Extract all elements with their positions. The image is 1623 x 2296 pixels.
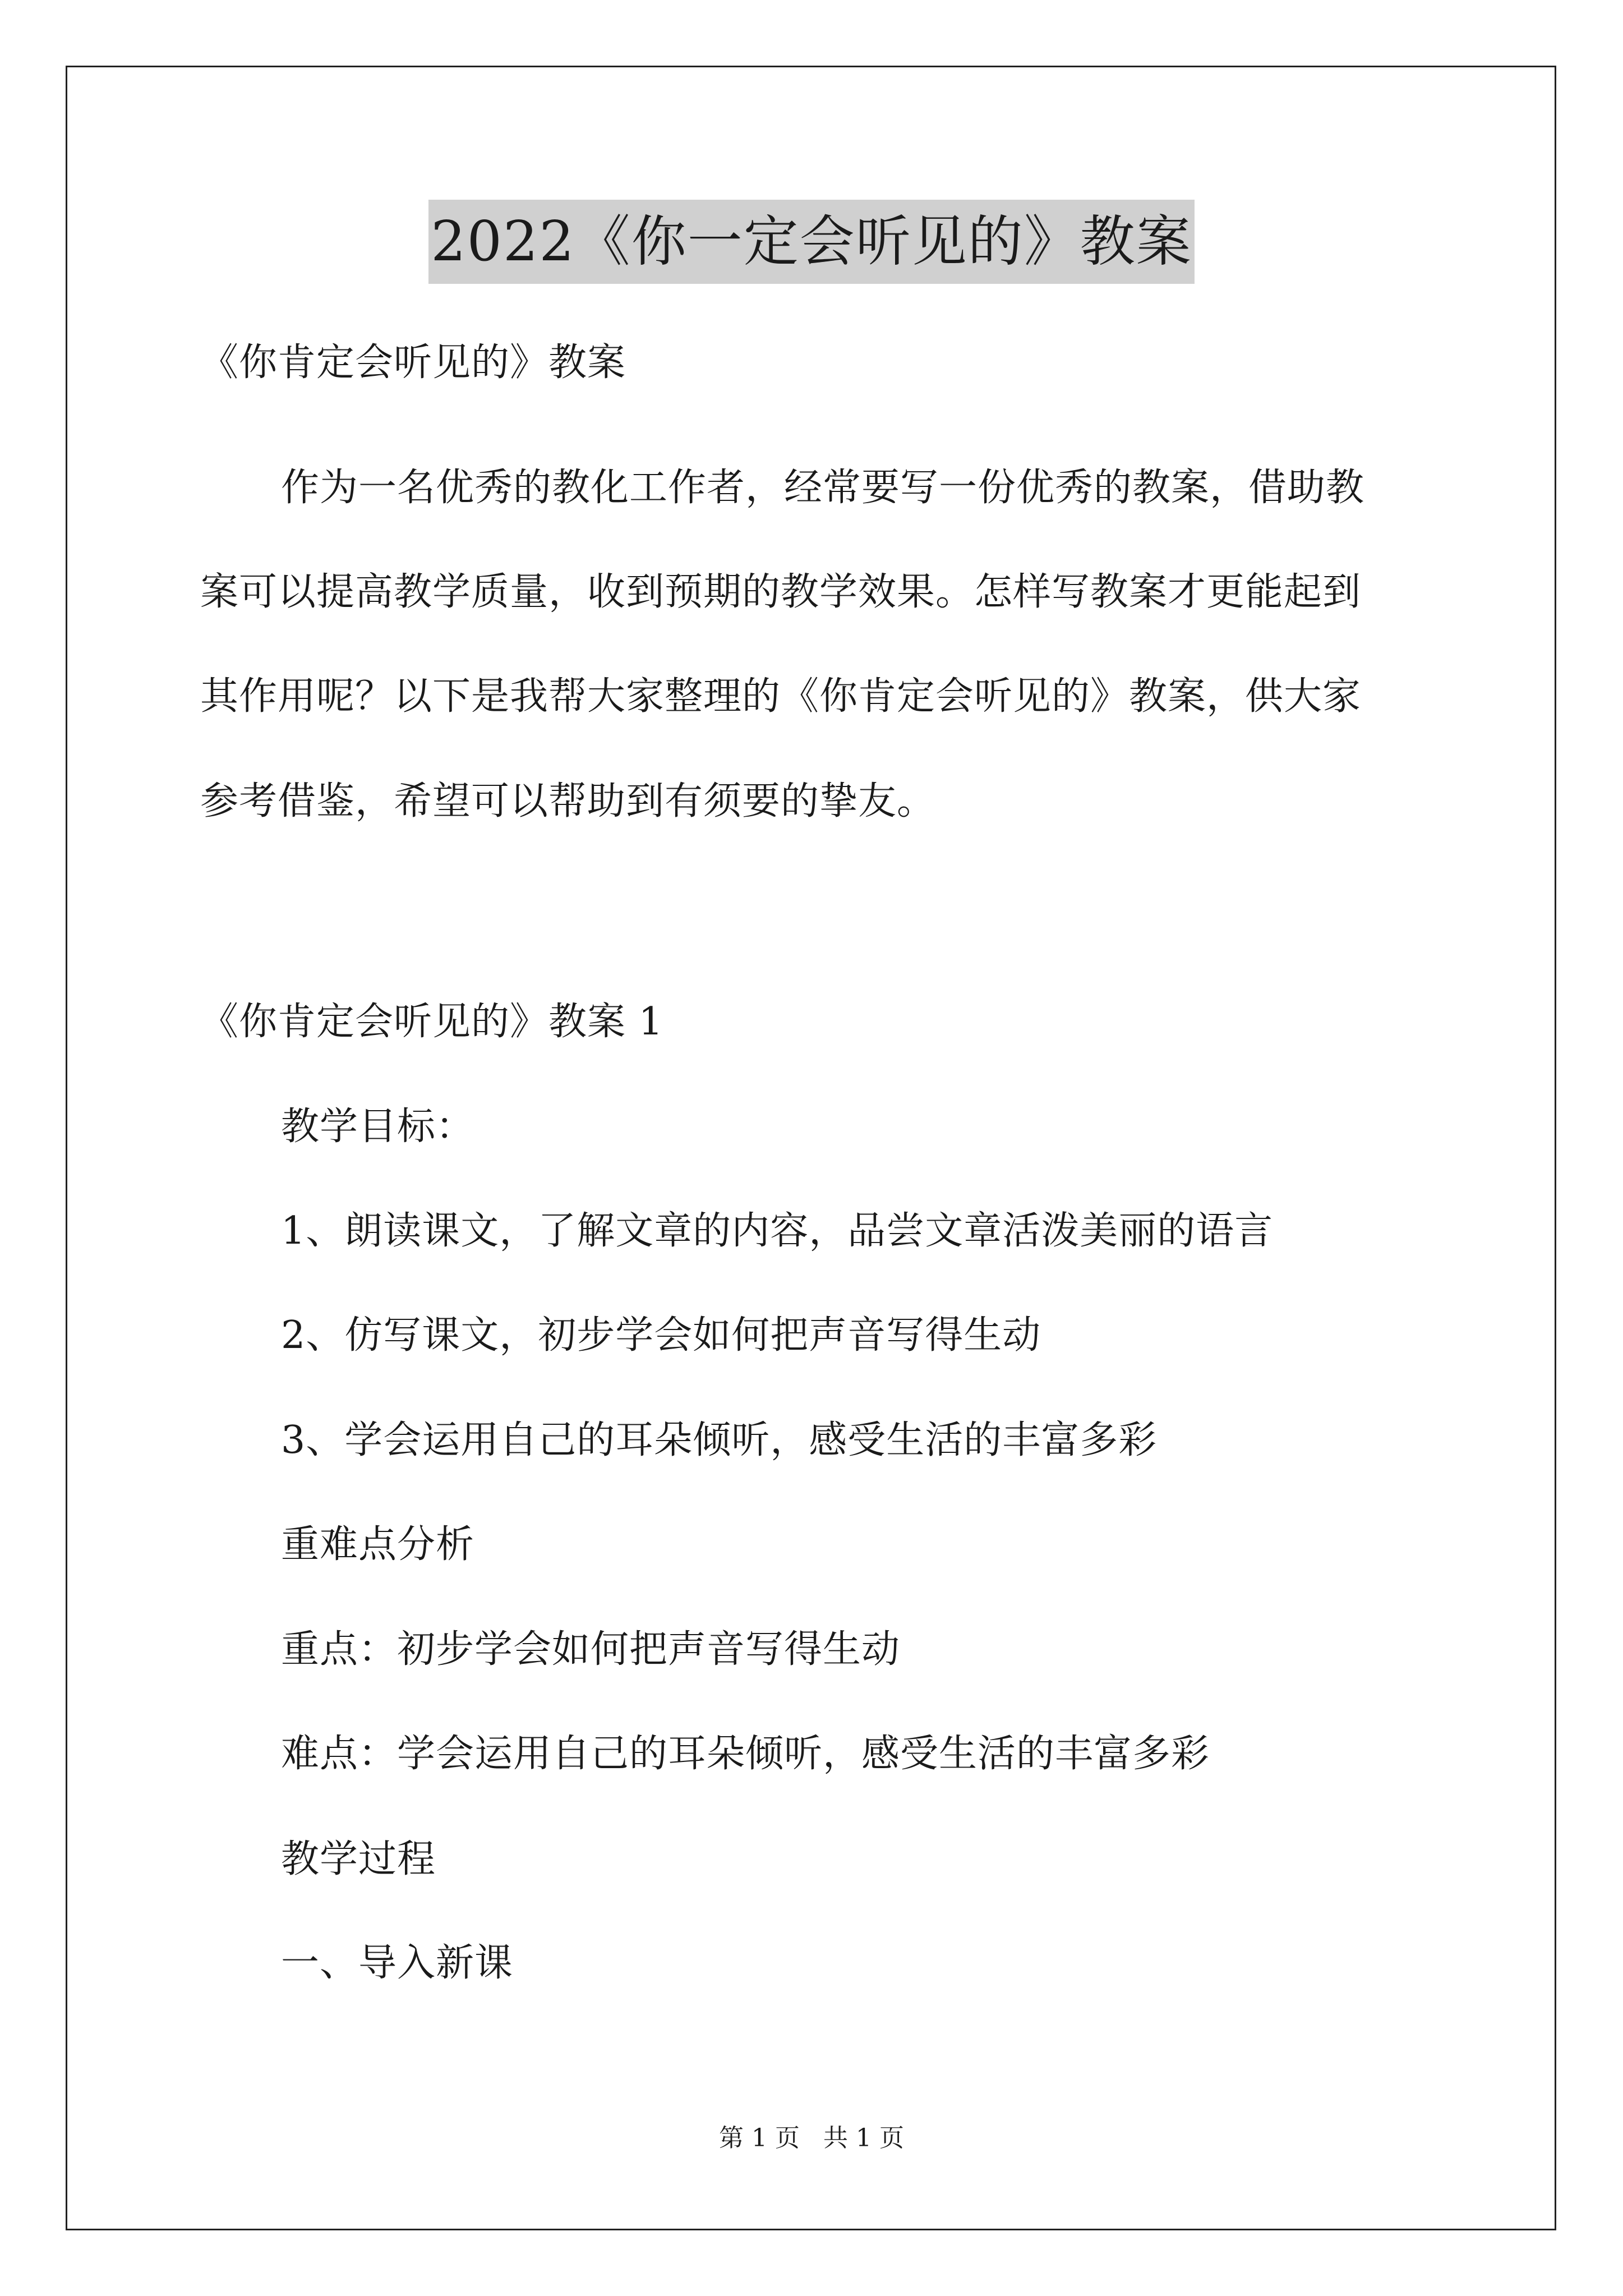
page-footer: 第 1 页 共 1 页 (719, 2124, 904, 2152)
body-line-3: 2、仿写课文，初步学会如何把声音写得生动 (281, 1313, 1041, 1358)
body-line-6: 重点：初步学会如何把声音写得生动 (281, 1627, 901, 1672)
intro-line-2: 案可以提高教学质量，收到预期的教学效果。怎样写教案才更能起到 (200, 570, 1362, 614)
body-line-1: 教学目标： (281, 1105, 475, 1149)
subtitle: 《你肯定会听见的》教案 (200, 341, 626, 385)
intro-line-4: 参考借鉴，希望可以帮助到有须要的挚友。 (200, 779, 936, 823)
body-line-8: 教学过程 (281, 1837, 436, 1881)
body-line-5: 重难点分析 (281, 1522, 475, 1567)
body-line-2: 1、朗读课文，了解文章的内容，品尝文章活泼美丽的语言 (281, 1209, 1274, 1253)
body-line-9: 一、导入新课 (281, 1941, 514, 1985)
intro-line-1: 作为一名优秀的教化工作者，经常要写一份优秀的教案，借助教 (281, 466, 1365, 510)
body-line-7: 难点：学会运用自己的耳朵倾听，感受生活的丰富多彩 (281, 1732, 1210, 1776)
intro-line-3: 其作用呢？以下是我帮大家整理的《你肯定会听见的》教案，供大家 (200, 674, 1362, 719)
document-title: 2022《你一定会听见的》教案 (428, 200, 1194, 284)
body-line-4: 3、学会运用自己的耳朵倾听，感受生活的丰富多彩 (281, 1418, 1158, 1462)
section-title: 《你肯定会听见的》教案 1 (200, 1000, 663, 1044)
